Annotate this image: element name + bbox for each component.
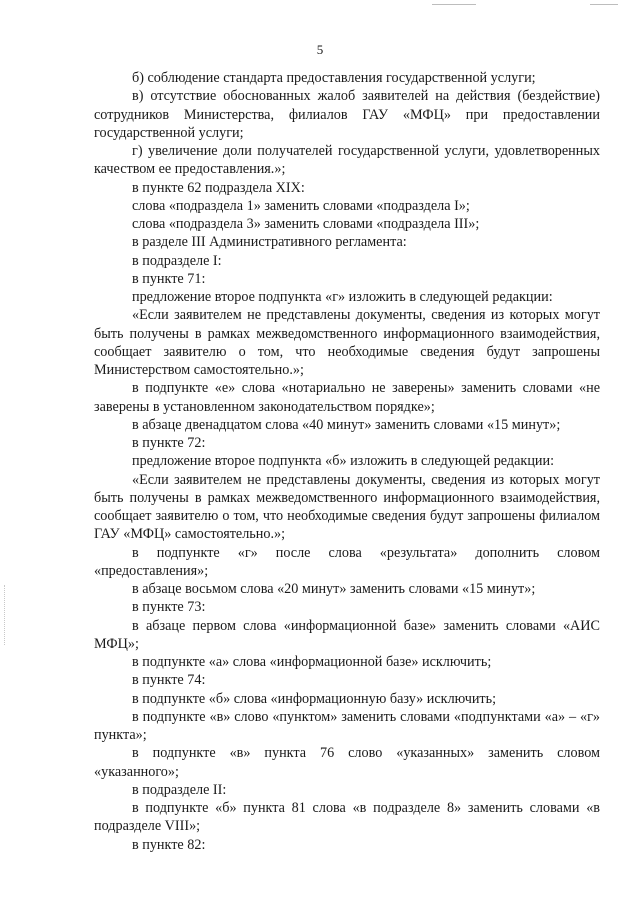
paragraph: в подпункте «а» слова «информационной базе» исключить; xyxy=(132,654,492,670)
paragraph: в подпункте «в» слово «пунктом» заменить словами «подпунктами «а» – «г» пункта»; xyxy=(94,708,600,743)
paragraph: в пункте 73: xyxy=(132,599,206,616)
scan-artifact-top-right xyxy=(432,4,476,5)
paragraph: слова «подраздела 1» заменить словами «подраздела I»; xyxy=(132,197,470,214)
paragraph: б) соблюдение стандарта предоставления государственной услуги; xyxy=(132,70,536,86)
paragraph: в подпункте «е» слова «нотариально не заверены» заменить словами «не заверены в установленном законодательством порядке»; xyxy=(94,380,600,415)
paragraph: в пункте 62 подраздела XIX: xyxy=(132,179,305,196)
paragraph: в подпункте «г» после слова «результата» дополнить словом «предоставления»; xyxy=(94,544,600,579)
paragraph: в подразделе I: xyxy=(132,252,222,269)
scan-artifact-top-right-2 xyxy=(590,4,618,5)
paragraph: в подразделе II: xyxy=(132,781,227,798)
document-body xyxy=(94,69,600,854)
paragraph: в абзаце восьмом слова «20 минут» заменить словами «15 минут»; xyxy=(132,581,536,597)
paragraph: в подпункте «в» пункта 76 слово «указанных» заменить словом «указанного»; xyxy=(94,745,600,780)
paragraph: в разделе III Административного регламента: xyxy=(132,234,407,251)
page-number: 5 xyxy=(316,42,324,57)
paragraph: г) увеличение доли получателей государственной услуги, удовлетворенных качеством ее предоставления.»; xyxy=(94,143,600,178)
paragraph: «Если заявителем не представлены документы, сведения из которых могут быть получены в рамках межведомственного информационного взаимодействия, сообщает заявителю о том, что необходимые сведения будут запрошены Министерством самостоятельно.»; xyxy=(94,307,600,378)
paragraph: предложение второе подпункта «б» изложить в следующей редакции: xyxy=(132,453,555,470)
paragraph: предложение второе подпункта «г» изложить в следующей редакции: xyxy=(132,289,553,305)
paragraph: слова «подраздела 3» заменить словами «подраздела III»; xyxy=(132,216,480,232)
paragraph: в пункте 74: xyxy=(132,672,206,689)
paragraph: в) отсутствие обоснованных жалоб заявителей на действия (бездействие) сотрудников Министерства, филиалов ГАУ «МФЦ» при предоставлении государственной услуги; xyxy=(94,88,600,141)
paragraph: в подпункте «б» слова «информационную базу» исключить; xyxy=(132,690,497,707)
paragraph: в абзаце первом слова «информационной базе» заменить словами «АИС МФЦ»; xyxy=(94,617,600,652)
paragraph: в пункте 82: xyxy=(132,836,206,853)
paragraph: «Если заявителем не представлены документы, сведения из которых могут быть получены в рамках межведомственного информационного взаимодействия, сообщает заявителю о том, что необходимые сведения будут запрошены филиалом ГАУ «МФЦ» самостоятельно.»; xyxy=(94,471,600,543)
scan-edge-dots xyxy=(4,585,7,645)
paragraph: в абзаце двенадцатом слова «40 минут» заменить словами «15 минут»; xyxy=(132,416,561,433)
paragraph: в пункте 71: xyxy=(132,270,206,287)
paragraph: в пункте 72: xyxy=(132,435,206,451)
paragraph: в подпункте «б» пункта 81 слова «в подразделе 8» заменить словами «в подразделе VIII»; xyxy=(94,800,600,835)
